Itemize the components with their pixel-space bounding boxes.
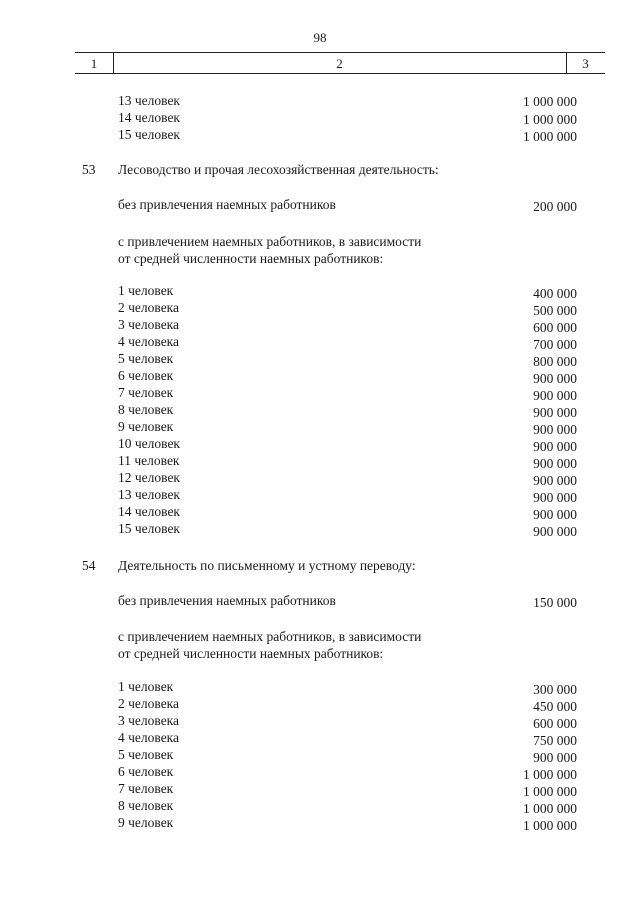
list-item-label: 15 человек: [118, 521, 180, 536]
section-number: 53: [82, 162, 96, 177]
list-item-value: 700 000: [533, 337, 577, 352]
section-title: Деятельность по письменному и устному переводу:: [118, 558, 416, 573]
no-hire-value: 150 000: [533, 595, 577, 610]
list-item-value: 1 000 000: [523, 112, 577, 127]
list-item-value: 300 000: [533, 682, 577, 697]
list-item-value: 1 000 000: [523, 94, 577, 109]
list-item-label: 10 человек: [118, 436, 180, 451]
list-item-value: 1 000 000: [523, 129, 577, 144]
with-hire-text: от средней численности наемных работников:: [118, 646, 384, 661]
list-item-label: 2 человека: [118, 300, 180, 315]
list-item-label: 8 человек: [118, 402, 174, 417]
list-item-value: 1 000 000: [523, 767, 577, 782]
list-item-value: 900 000: [533, 473, 577, 488]
list-item-label: 4 человека: [118, 334, 180, 349]
list-item-value: 1 000 000: [523, 818, 577, 833]
list-item-value: 600 000: [533, 716, 577, 731]
list-item-label: 9 человек: [118, 419, 174, 434]
list-item-value: 900 000: [533, 405, 577, 420]
list-item-label: 8 человек: [118, 798, 174, 813]
header-col-1: 1: [90, 56, 98, 71]
list-item-value: 900 000: [533, 422, 577, 437]
list-item-value: 900 000: [533, 490, 577, 505]
header-col-2: 2: [336, 56, 343, 71]
list-item-label: 6 человек: [118, 764, 174, 779]
list-item-value: 400 000: [533, 286, 577, 301]
list-item-label: 11 человек: [118, 453, 180, 468]
no-hire-value: 200 000: [533, 199, 577, 214]
section-title: Лесоводство и прочая лесохозяйственная деятельность:: [118, 162, 439, 177]
list-item-value: 900 000: [533, 439, 577, 454]
list-item-value: 600 000: [533, 320, 577, 335]
list-item-label: 14 человек: [118, 504, 180, 519]
list-item-label: 7 человек: [118, 781, 174, 796]
list-item-label: 5 человек: [118, 351, 174, 366]
list-item-value: 750 000: [533, 733, 577, 748]
no-hire-label: без привлечения наемных работников: [118, 197, 336, 212]
list-item-value: 800 000: [533, 354, 577, 369]
list-item-label: 1 человек: [118, 679, 174, 694]
no-hire-label: без привлечения наемных работников: [118, 593, 336, 608]
list-item-value: 500 000: [533, 303, 577, 318]
list-item-label: 13 человек: [118, 93, 180, 108]
list-item-label: 5 человек: [118, 747, 174, 762]
list-item-value: 450 000: [533, 699, 577, 714]
page-number: 98: [313, 30, 327, 45]
table-header: [75, 52, 605, 74]
with-hire-text: с привлечением наемных работников, в зависимости: [118, 629, 422, 644]
with-hire-text: с привлечением наемных работников, в зависимости: [118, 234, 422, 249]
header-col-3: 3: [582, 56, 589, 71]
list-item-label: 12 человек: [118, 470, 180, 485]
list-item-label: 6 человек: [118, 368, 174, 383]
list-item-label: 9 человек: [118, 815, 174, 830]
list-item-label: 14 человек: [118, 110, 180, 125]
list-item-label: 4 человека: [118, 730, 180, 745]
list-item-label: 1 человек: [118, 283, 174, 298]
list-item-value: 900 000: [533, 456, 577, 471]
list-item-label: 7 человек: [118, 385, 174, 400]
list-item-label: 3 человека: [118, 713, 180, 728]
list-item-label: 2 человека: [118, 696, 180, 711]
list-item-label: 15 человек: [118, 127, 180, 142]
list-item-value: 1 000 000: [523, 784, 577, 799]
with-hire-text: от средней численности наемных работников:: [118, 251, 384, 266]
list-item-label: 3 человека: [118, 317, 180, 332]
list-item-value: 1 000 000: [523, 801, 577, 816]
list-item-value: 900 000: [533, 524, 577, 539]
list-item-value: 900 000: [533, 371, 577, 386]
list-item-value: 900 000: [533, 388, 577, 403]
list-item-label: 13 человек: [118, 487, 180, 502]
list-item-value: 900 000: [533, 750, 577, 765]
list-item-value: 900 000: [533, 507, 577, 522]
section-number: 54: [82, 558, 96, 573]
